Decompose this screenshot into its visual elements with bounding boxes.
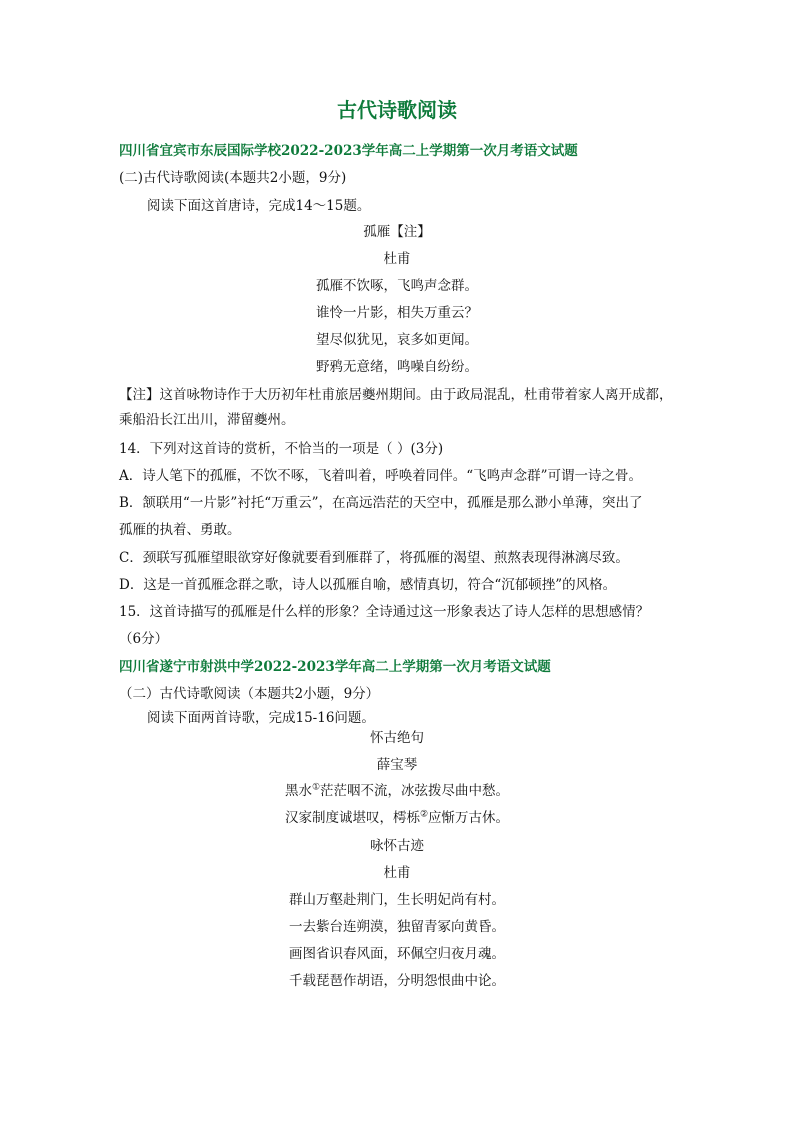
instruction-2: 阅读下面两首诗歌，完成15-16问题。: [147, 710, 375, 726]
poem1-line: [0, 809, 794, 827]
question-14: 14．下列对这首诗的赏析，不恰当的一项是（ ）(3分): [119, 441, 444, 457]
section-heading-1: (二)古代诗歌阅读(本题共2小题，9分): [119, 170, 347, 186]
note-line: 【注】这首咏物诗作于大历初年杜甫旅居夔州期间。由于政局混乱，杜甫带着家人离开成都，: [119, 387, 673, 403]
poem1-line-text: 茫茫咽不流，冰弦拨尽曲中愁。: [320, 783, 510, 799]
instruction-1: 阅读下面这首唐诗，完成14～15题。: [147, 198, 371, 214]
poem-line: 孤雁不饮啄，飞鸣声念群。: [316, 278, 478, 294]
poem1-author: 薛宝琴: [376, 757, 418, 773]
poem-author: 杜甫: [383, 251, 411, 267]
poem2-line: 画图省识春风面，环佩空归夜月魂。: [289, 946, 505, 962]
source-heading-1: 四川省宜宾市东辰国际学校2022-2023学年高二上学期第一次月考语文试题: [119, 143, 578, 159]
poem1-line-text: 黑水: [284, 783, 312, 799]
poem-line: 望尽似犹见，哀多如更闻。: [316, 332, 478, 348]
poem-line: 谁怜一片影，相失万重云？: [316, 305, 478, 321]
option-b-cont: 孤雁的执着、勇敢。: [119, 522, 241, 538]
note-line: 乘船沿长江出川，滞留夔州。: [119, 412, 295, 428]
poem1-line-text: 应惭万古休。: [428, 810, 510, 826]
poem2-line: 千载琵琶作胡语，分明怨恨曲中论。: [289, 973, 505, 989]
source-heading-2: 四川省遂宁市射洪中学2022-2023学年高二上学期第一次月考语文试题: [119, 659, 551, 675]
section-heading-2: （二）古代诗歌阅读（本题共2小题，9分）: [119, 686, 380, 702]
poem-title: 孤雁【注】: [363, 224, 431, 240]
poem1-title: 怀古绝句: [370, 730, 424, 746]
poem2-author: 杜甫: [383, 865, 411, 881]
option-a: A．诗人笔下的孤雁，不饮不啄，飞着叫着，呼唤着同伴。“飞鸣声念群”可谓一诗之骨。: [119, 468, 643, 484]
option-b: B．颔联用“一片影”衬托“万重云”，在高远浩茫的天空中，孤雁是那么渺小单薄，突出了: [119, 495, 643, 511]
poem2-line: 群山万壑赴荆门，生长明妃尚有村。: [289, 892, 505, 908]
footnote-marker: ①: [311, 782, 321, 793]
poem2-title: 咏怀古迹: [370, 838, 424, 854]
page-title: 古代诗歌阅读: [337, 98, 457, 122]
poem1-line-text: 汉家制度诚堪叹，樗栎: [284, 810, 420, 826]
question-15-cont: （6分）: [119, 631, 169, 647]
poem-line: 野鸦无意绪，鸣噪自纷纷。: [316, 359, 478, 375]
poem2-line: 一去紫台连朔漠，独留青冢向黄昏。: [289, 919, 505, 935]
option-c: C．颈联写孤雁望眼欲穿好像就要看到雁群了，将孤雁的渴望、煎熬表现得淋漓尽致。: [119, 550, 629, 566]
footnote-marker: ②: [419, 809, 429, 820]
option-d: D．这是一首孤雁念群之歌，诗人以孤雁自喻，感情真切，符合“沉郁顿挫”的风格。: [119, 577, 617, 593]
question-15: 15．这首诗描写的孤雁是什么样的形象？全诗通过这一形象表达了诗人怎样的思想感情？: [119, 604, 650, 620]
poem1-line: [0, 782, 794, 800]
